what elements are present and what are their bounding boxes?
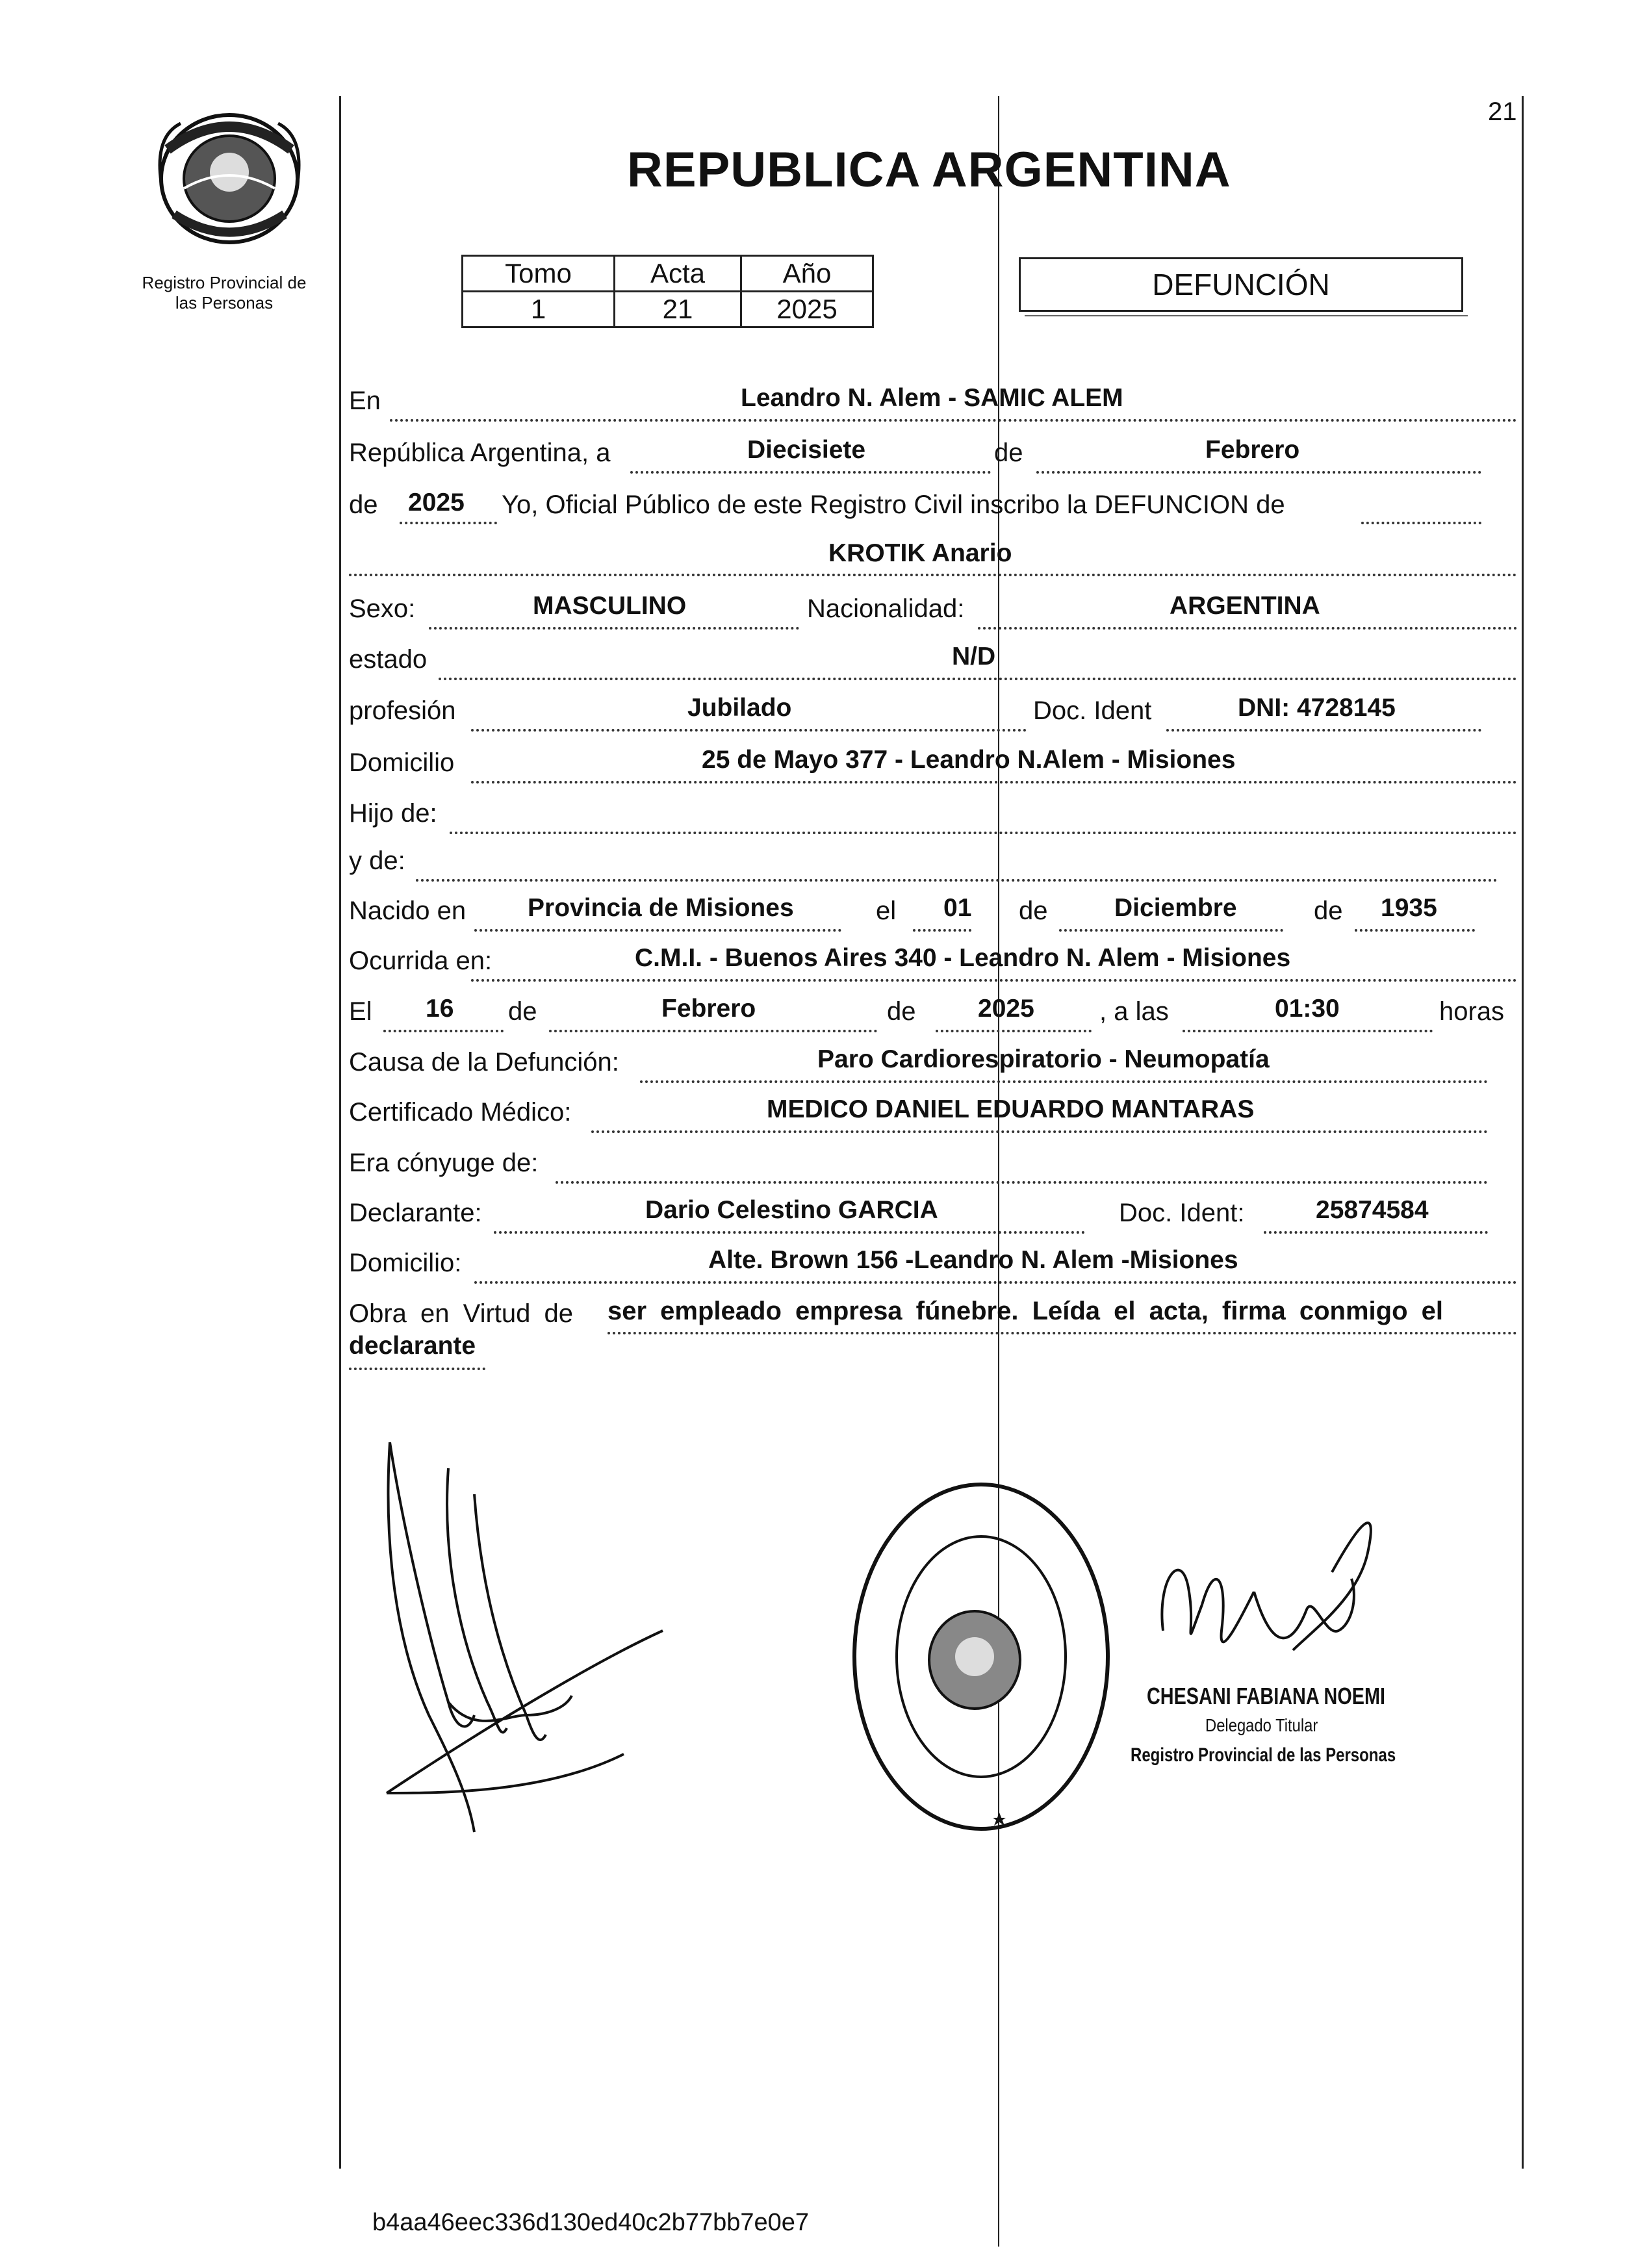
causa-value: Paro Cardiorespiratorio - Neumopatía: [817, 1045, 1270, 1073]
domicilio-value: 25 de Mayo 377 - Leandro N.Alem - Misiones: [702, 746, 1236, 774]
conyuge-label: Era cónyuge de:: [349, 1149, 539, 1177]
official-role: Delegado Titular: [1205, 1715, 1318, 1735]
domicilio-label: Domicilio: [349, 748, 455, 777]
obra-value-line1: ser empleado empresa fúnebre. Leída el acta, firma conmigo el: [608, 1297, 1443, 1325]
fecha-month-value: Febrero: [661, 995, 756, 1023]
republica-label: República Argentina, a: [349, 439, 611, 467]
nacionalidad-label: Nacionalidad:: [807, 594, 965, 623]
doc-ident-label: Doc. Ident: [1033, 696, 1152, 725]
nacido-de1-label: de: [1019, 897, 1048, 925]
official-name: CHESANI FABIANA NOEMI: [1147, 1683, 1385, 1709]
ocurrida-value: C.M.I. - Buenos Aires 340 - Leandro N. Alem - Misiones: [635, 944, 1291, 972]
value-acta: 21: [615, 292, 741, 327]
republica-day-line: [630, 471, 991, 474]
profesion-value: Jubilado: [687, 694, 792, 722]
hijo-label: Hijo de:: [349, 799, 437, 828]
obra-line2: [349, 1368, 485, 1370]
registro-caption-line1: Registro Provincial de: [142, 273, 307, 292]
obra-value-line2: declarante: [349, 1332, 476, 1360]
nacido-label: Nacido en: [349, 897, 467, 925]
year-line-text: Yo, Oficial Público de este Registro Civil inscribo la DEFUNCION de: [502, 491, 1285, 519]
estado-value: N/D: [952, 643, 996, 670]
fecha-alas-label: , a las: [1099, 997, 1169, 1026]
declarante-label: Declarante:: [349, 1199, 482, 1227]
fecha-de2-label: de: [887, 997, 916, 1026]
acta-table: [461, 255, 874, 328]
fecha-day-line: [383, 1030, 504, 1032]
nacionalidad-line: [978, 627, 1517, 630]
header-tomo: Tomo: [463, 256, 615, 292]
nacido-de2-label: de: [1314, 897, 1343, 925]
nacido-place-line: [474, 929, 841, 932]
sexo-value: MASCULINO: [533, 592, 687, 620]
certificado-line: [591, 1130, 1488, 1133]
sexo-label: Sexo:: [349, 594, 416, 623]
nacido-place-value: Provincia de Misiones: [528, 894, 794, 922]
certificado-label: Certificado Médico:: [349, 1098, 572, 1127]
nombre-line: [349, 574, 1517, 576]
nacido-month-value: Diciembre: [1114, 894, 1237, 922]
doc-ident-line: [1166, 729, 1481, 732]
domicilio-line: [471, 781, 1517, 784]
fecha-time-value: 01:30: [1275, 995, 1340, 1023]
yde-label: y de:: [349, 847, 405, 875]
republica-month-value: Febrero: [1205, 436, 1300, 464]
en-label: En: [349, 387, 381, 415]
domicilio-decl-label: Domicilio:: [349, 1249, 462, 1277]
doc-ident-value: DNI: 4728145: [1238, 694, 1396, 722]
fecha-time-line: [1183, 1030, 1433, 1032]
fecha-el-label: El: [349, 997, 372, 1026]
profesion-label: profesión: [349, 696, 456, 725]
value-tomo: 1: [463, 292, 615, 327]
delegacion-stamp-icon: [845, 1475, 1118, 1839]
fecha-day-value: 16: [426, 995, 454, 1023]
document-type-box: DEFUNCIÓN: [1019, 257, 1463, 312]
profesion-line: [471, 729, 1027, 732]
declarante-doc-label: Doc. Ident:: [1119, 1199, 1245, 1227]
certificado-value: MEDICO DANIEL EDUARDO MANTARAS: [767, 1095, 1255, 1123]
header-acta: Acta: [615, 256, 741, 292]
conyuge-line: [556, 1181, 1488, 1184]
registro-caption: [120, 273, 328, 313]
nombre-value: KROTIK Anario: [828, 539, 1012, 567]
hijo-line: [450, 832, 1517, 834]
year-value: 2025: [408, 489, 465, 516]
obra-line1: [608, 1332, 1517, 1334]
estado-line: [439, 678, 1517, 680]
year-line: [400, 522, 497, 524]
document-hash: b4aa46eec336d130ed40c2b77bb7e0e7: [372, 2209, 810, 2236]
right-margin-line: [1522, 96, 1524, 2169]
provincia-misiones-crest-icon: [155, 110, 304, 250]
header-ano: Año: [741, 256, 873, 292]
republica-day-value: Diecisiete: [747, 436, 866, 464]
fecha-year-line: [936, 1030, 1092, 1032]
nacionalidad-value: ARGENTINA: [1170, 592, 1320, 620]
estado-label: estado: [349, 645, 428, 674]
fecha-year-value: 2025: [978, 995, 1034, 1023]
fecha-horas-label: horas: [1439, 997, 1505, 1026]
registro-caption-line2: las Personas: [175, 293, 274, 312]
sexo-line: [429, 627, 799, 630]
yde-line: [416, 879, 1498, 882]
en-value: Leandro N. Alem - SAMIC ALEM: [741, 384, 1123, 412]
fecha-de1-label: de: [508, 997, 537, 1026]
nacido-day-value: 01: [943, 894, 972, 922]
republica-month-line: [1036, 471, 1481, 474]
obra-label: Obra en Virtud de: [349, 1299, 574, 1328]
page-number: 21: [1488, 97, 1517, 126]
ocurrida-line: [471, 979, 1517, 982]
left-margin-line: [339, 96, 341, 2169]
en-line: [390, 419, 1517, 422]
nacido-day-line: [913, 929, 971, 932]
causa-line: [640, 1080, 1488, 1083]
year-de-label: de: [349, 491, 378, 519]
declarant-signature: [377, 1429, 676, 1845]
nacido-el-label: el: [876, 897, 897, 925]
year-line-end: [1361, 522, 1481, 524]
declarante-doc-line: [1264, 1231, 1488, 1234]
nacido-year-value: 1935: [1381, 894, 1437, 922]
ocurrida-label: Ocurrida en:: [349, 947, 493, 975]
declarante-value: Dario Celestino GARCIA: [645, 1196, 938, 1224]
fecha-month-line: [549, 1030, 877, 1032]
declarante-doc-value: 25874584: [1316, 1196, 1429, 1224]
domicilio-decl-value: Alte. Brown 156 -Leandro N. Alem -Misiones: [708, 1246, 1238, 1274]
republica-de-label: de: [994, 439, 1023, 467]
declarante-line: [494, 1231, 1085, 1234]
nacido-year-line: [1355, 929, 1475, 932]
domicilio-decl-line: [474, 1281, 1517, 1284]
nacido-month-line: [1059, 929, 1283, 932]
official-office: Registro Provincial de las Personas: [1131, 1744, 1396, 1766]
value-ano: 2025: [741, 292, 873, 327]
causa-label: Causa de la Defunción:: [349, 1048, 619, 1077]
page-title: REPUBLICA ARGENTINA: [627, 142, 1231, 197]
